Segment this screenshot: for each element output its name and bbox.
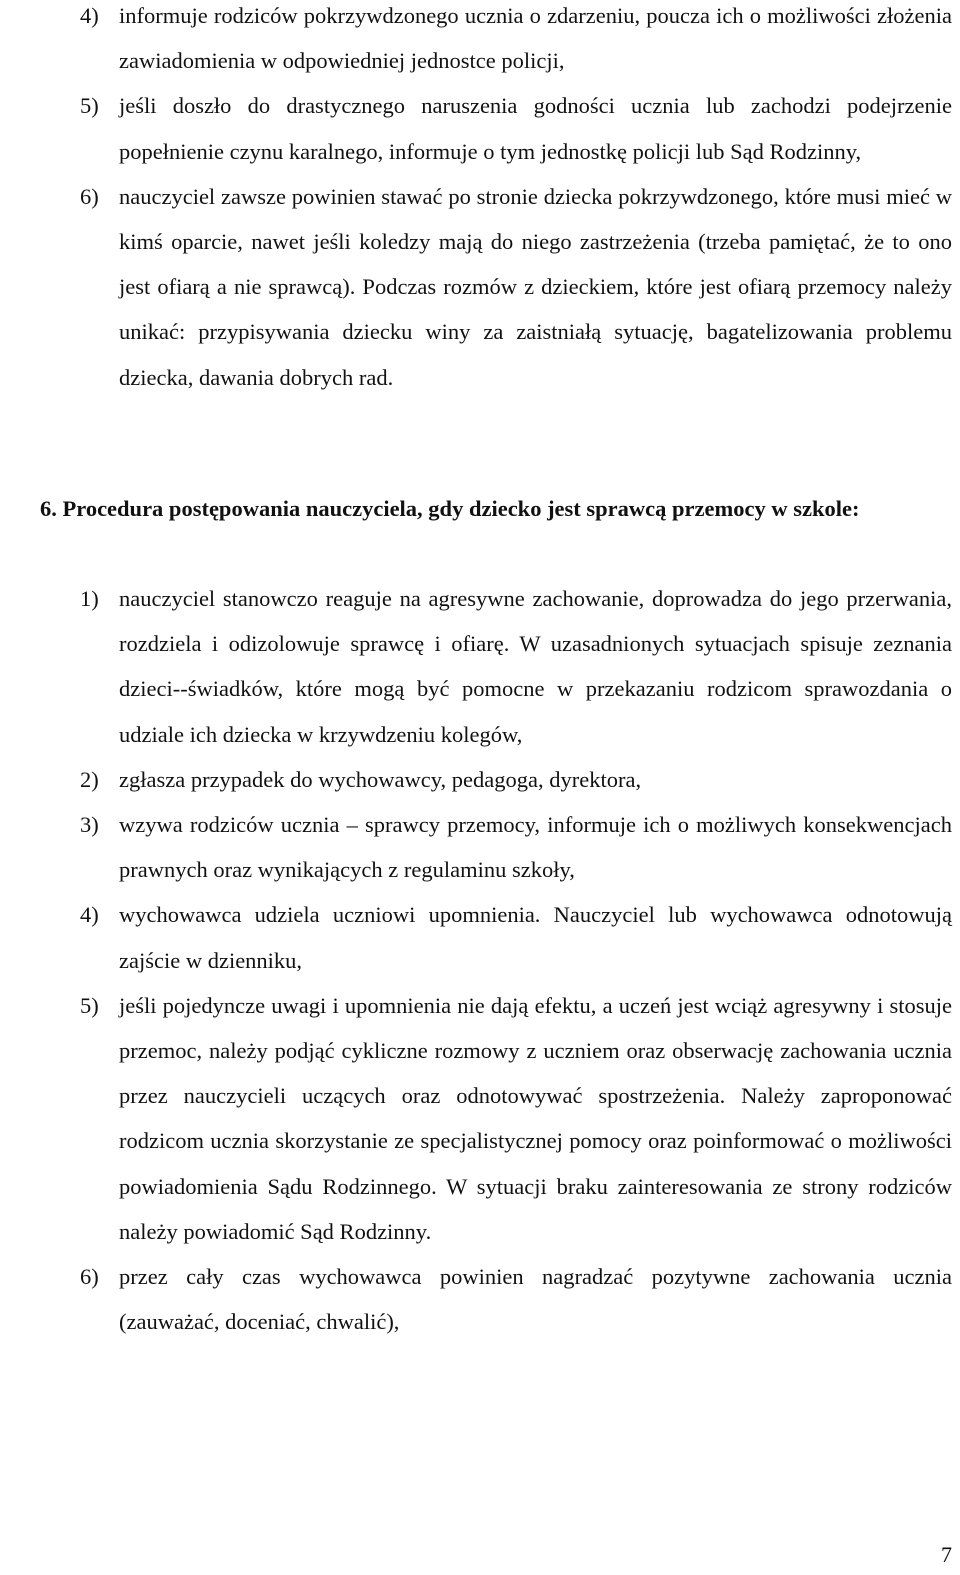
section-heading — [40, 486, 952, 531]
list-item — [80, 757, 952, 802]
item-number: 4) — [80, 902, 99, 928]
item-number: 2) — [80, 766, 99, 792]
list-item — [80, 983, 952, 1254]
item-text: zgłasza przypadek do wychowawcy, pedagoga, dyrektora, — [119, 766, 642, 792]
item-number: 5) — [80, 992, 99, 1018]
item-number: 5) — [80, 93, 99, 119]
item-text: informuje rodziców pokrzywdzonego ucznia o zdarzeniu, poucza ich o możliwości złożenia zawiadomienia w odpowiedniej jednostce policji, — [119, 3, 952, 74]
item-number: 4) — [80, 3, 99, 28]
page-number: 7 — [941, 1542, 952, 1567]
item-text: jeśli doszło do drastycznego naruszenia godności ucznia lub zachodzi podejrzenie popełnienie czynu karalnego, informuje o tym jednostkę policji lub Sąd Rodzinny, — [119, 93, 952, 164]
top-list — [80, 0, 952, 400]
item-number: 1) — [80, 586, 99, 611]
item-text: przez cały czas wychowawca powinien nagradzać pozytywne zachowania ucznia (zauważać, doceniać, chwalić), — [119, 1264, 952, 1335]
item-text: wzywa rodziców ucznia – sprawcy przemocy, informuje ich o możliwych konsekwencjach prawnych oraz wynikających z regulaminu szkoły, — [119, 812, 952, 883]
list-item — [80, 576, 952, 757]
section-6-list — [80, 576, 952, 1344]
item-number: 6) — [80, 1264, 99, 1290]
list-item — [80, 1254, 952, 1344]
list-item — [80, 0, 952, 83]
item-text: nauczyciel stanowczo reaguje na agresywne zachowanie, doprowadza do jego przerwania, rozdziela i odizolowuje sprawcę i ofiarę. W uzasadnionych sytuacjach spisuje zeznania dzieci--świadków, które mogą być pomocne w przekazaniu rodzicom sprawozdania o udziale ich dziecka w krzywdzeniu kolegów, — [119, 586, 952, 747]
list-item — [80, 892, 952, 982]
item-text: nauczyciel zawsze powinien stawać po stronie dziecka pokrzywdzonego, które musi mieć w kimś oparcie, nawet jeśli koledzy mają do niego zastrzeżenia (trzeba pamiętać, że to ono jest ofiarą a nie sprawcą). Podczas rozmów z dzieckiem, które jest ofiarą przemocy należy unikać: przypisywania dziecku winy za zaistniałą sytuację, bagatelizowania problemu dziecka, dawania dobrych rad. — [119, 183, 952, 390]
item-number: 6) — [80, 183, 99, 209]
item-text: wychowawca udziela uczniowi upomnienia. Nauczyciel lub wychowawca odnotowują zajście w dzienniku, — [119, 902, 952, 973]
section-heading-number: 6. — [40, 496, 57, 521]
section-heading-text: Procedura postępowania nauczyciela, gdy dziecko jest sprawcą przemocy w szkole: — [62, 496, 860, 521]
list-item — [80, 174, 952, 400]
list-item — [80, 802, 952, 892]
item-text: jeśli pojedyncze uwagi i upomnienia nie dają efektu, a uczeń jest wciąż agresywny i stosuje przemoc, należy podjąć cykliczne rozmowy z uczniem oraz obserwację zachowania ucznia przez nauczycieli uczących oraz odnotowywać spostrzeżenia. Należy zaproponować rodzicom ucznia skorzystanie ze specjalistycznej pomocy oraz poinformować o możliwości powiadomienia Sądu Rodzinnego. W sytuacji braku zainteresowania ze strony rodziców należy powiadomić Sąd Rodzinny. — [119, 992, 952, 1244]
item-number: 3) — [80, 812, 99, 838]
list-item — [80, 83, 952, 173]
